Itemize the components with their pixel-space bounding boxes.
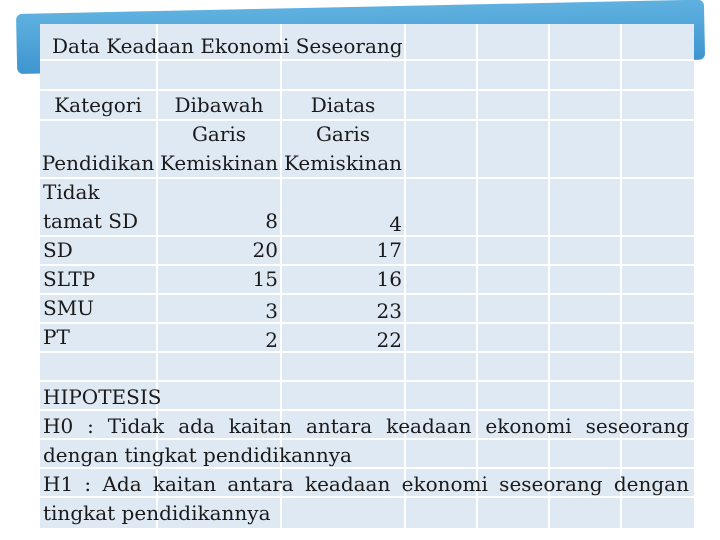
row-label-line1: Tidak <box>43 180 100 204</box>
row-label: SMU <box>43 296 95 320</box>
header-garis-2: Garis <box>315 122 371 146</box>
grid-line <box>40 380 694 382</box>
cell-above: 23 <box>376 299 402 323</box>
header-dibawah: Dibawah <box>174 93 264 117</box>
header-kemiskinan-1: Kemiskinan <box>159 151 279 175</box>
hypothesis-h0: H0 : Tidak ada kaitan antara keadaan ekonomi seseorang dengan tingkat pendidikannya <box>43 414 689 467</box>
cell-above: 4 <box>389 212 402 236</box>
header-kemiskinan-2: Kemiskinan <box>283 151 403 175</box>
header-pendidikan: Pendidikan <box>41 151 155 175</box>
row-label: PT <box>43 325 70 349</box>
row-label: SLTP <box>43 267 96 291</box>
row-label: SD <box>43 238 73 262</box>
spreadsheet-area <box>40 24 694 528</box>
cell-above: 17 <box>376 238 402 262</box>
hypothesis-h1: H1 : Ada kaitan antara keadaan ekonomi seseorang dengan tingkat pendidikannya <box>43 472 689 525</box>
cell-below: 2 <box>265 328 278 352</box>
cell-below: 3 <box>265 299 278 323</box>
cell-above: 16 <box>376 267 402 291</box>
hypothesis-heading: HIPOTESIS <box>43 385 162 409</box>
cell-below: 8 <box>265 209 278 233</box>
cell-below: 15 <box>252 267 278 291</box>
page-title: Data Keadaan Ekonomi Seseorang <box>52 34 403 58</box>
row-label: tamat SD <box>43 209 138 233</box>
cell-above: 22 <box>376 328 402 352</box>
header-garis-1: Garis <box>191 122 247 146</box>
header-kategori: Kategori <box>54 93 142 117</box>
cell-below: 20 <box>252 238 278 262</box>
header-diatas: Diatas <box>310 93 376 117</box>
